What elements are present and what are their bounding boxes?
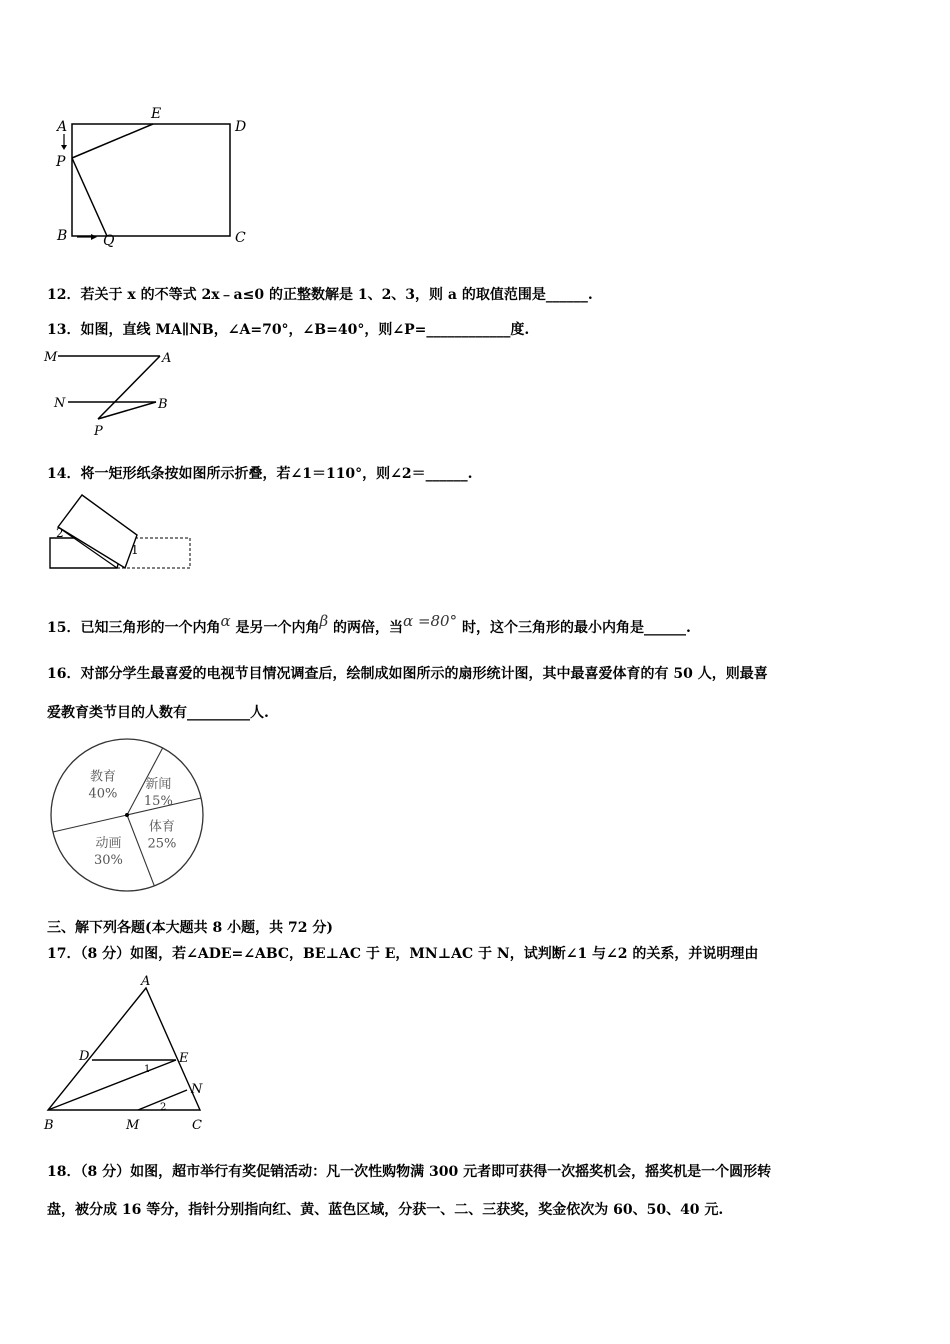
label-e: E bbox=[151, 106, 162, 122]
pie-slice-value: 40% bbox=[88, 786, 118, 802]
question-17: 17．（8 分）如图，若∠ADE=∠ABC，BE⊥AC 于 E，MN⊥AC 于 N，试判断∠1 与∠2 的关系，并说明理由 bbox=[47, 946, 759, 962]
pie-slice-value: 25% bbox=[147, 836, 177, 852]
arrow-right-head-icon bbox=[91, 234, 97, 240]
question-12: 12．若关于 x 的不等式 2x﹣a≤0 的正整数解是 1、2、3，则 a 的取值范围是______. bbox=[47, 287, 593, 303]
pie-slice-value: 15% bbox=[143, 793, 173, 809]
label-a: A bbox=[162, 351, 172, 366]
q15-mid1: 是另一个内角 bbox=[235, 620, 320, 636]
label-q: Q bbox=[103, 233, 115, 249]
label-m: M bbox=[44, 350, 58, 365]
label-d: D bbox=[235, 119, 247, 135]
question-18-line-2: 盘，被分成 16 等分，指针分别指向红、黄、蓝色区域，分获一、二、三获奖，奖金依次为 60、50、40 元. bbox=[47, 1202, 724, 1218]
label-p: P bbox=[56, 154, 66, 170]
segment-pq bbox=[72, 158, 107, 236]
arrow-down-head-icon bbox=[61, 145, 67, 150]
folded-strip-figure bbox=[45, 490, 195, 575]
label-p: P bbox=[94, 424, 103, 439]
label-a: A bbox=[141, 974, 151, 989]
label-n: N bbox=[54, 396, 66, 411]
q15-beta: β bbox=[319, 612, 329, 630]
label-b: B bbox=[158, 397, 168, 412]
label-b: B bbox=[57, 228, 68, 244]
angle-2-label: 2 bbox=[56, 526, 64, 540]
pie-chart bbox=[42, 735, 222, 895]
question-16-line-2: 爱教育类节目的人数有_________人. bbox=[47, 705, 269, 721]
angle-2-label: 2 bbox=[160, 1102, 167, 1113]
pie-slice-value: 30% bbox=[93, 852, 123, 868]
label-c: C bbox=[235, 230, 246, 246]
label-c: C bbox=[192, 1118, 202, 1133]
q15-alpha: α bbox=[220, 612, 231, 630]
question-14: 14．将一矩形纸条按如图所示折叠，若∠1＝110°，则∠2＝______. bbox=[47, 466, 473, 482]
pie-slice-category: 体育 bbox=[148, 819, 175, 835]
pie-slice-category: 动画 bbox=[95, 835, 122, 851]
segment-pe bbox=[72, 124, 153, 158]
label-a: A bbox=[57, 119, 68, 135]
triangle-abc bbox=[48, 988, 200, 1110]
parallel-lines-figure bbox=[40, 345, 200, 440]
question-16-line-1: 16．对部分学生最喜爱的电视节目情况调查后，绘制成如图所示的扇形统计图，其中最喜爱体育的有 50 人，则最喜 bbox=[47, 666, 768, 682]
pie-center-dot bbox=[125, 813, 129, 817]
angle-1-label: 1 bbox=[131, 543, 139, 557]
section-3-title: 三、解下列各题(本大题共 8 小题，共 72 分) bbox=[47, 920, 333, 936]
label-b: B bbox=[44, 1118, 54, 1133]
pie-slice-category: 教育 bbox=[89, 769, 116, 785]
label-n: N bbox=[191, 1082, 203, 1097]
question-13: 13．如图，直线 MA∥NB，∠A=70°，∠B=40°，则∠P=____________度. bbox=[47, 322, 530, 338]
triangle-figure bbox=[40, 972, 220, 1134]
angle-1-label: 1 bbox=[144, 1064, 151, 1075]
q15-suffix: 时，这个三角形的最小内角是______. bbox=[461, 620, 691, 636]
q15-condition: α =80° bbox=[403, 612, 458, 630]
q15-mid2: 的两倍，当 bbox=[333, 620, 404, 636]
rectangle-abcd bbox=[72, 124, 230, 236]
label-e: E bbox=[179, 1051, 189, 1066]
label-m: M bbox=[126, 1118, 140, 1133]
pie-slice-category: 新闻 bbox=[145, 776, 172, 792]
question-18-line-1: 18．（8 分）如图，超市举行有奖促销活动：凡一次性购物满 300 元者即可获得一次摇奖机会，摇奖机是一个圆形转 bbox=[47, 1164, 772, 1180]
q15-prefix: 15．已知三角形的一个内角 bbox=[47, 620, 221, 636]
label-d: D bbox=[79, 1049, 90, 1064]
rectangle-figure bbox=[45, 100, 265, 250]
question-15 bbox=[47, 612, 691, 638]
